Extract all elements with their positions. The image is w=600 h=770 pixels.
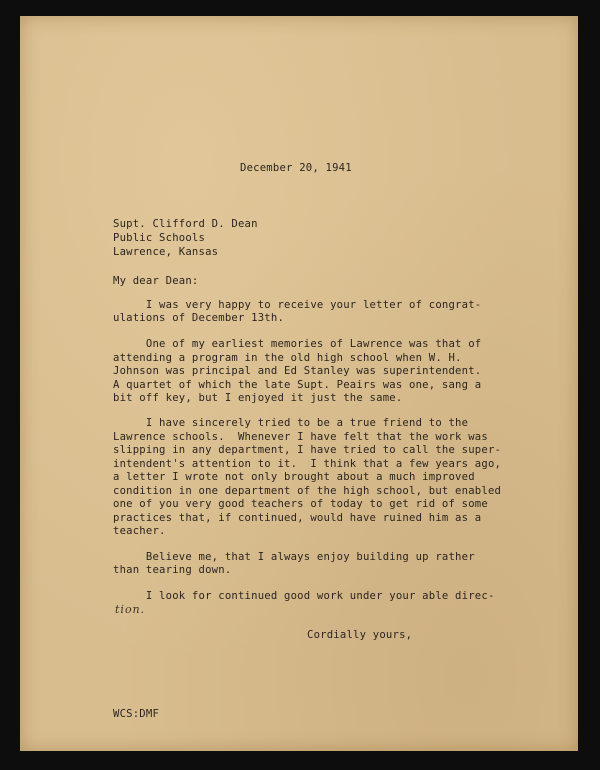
paragraph-line: practices that, if continued, would have ruined him as a (113, 512, 482, 524)
letter-date: December 20, 1941 (240, 162, 352, 174)
paragraph-line: A quartet of which the late Supt. Peairs was one, sang a (113, 379, 482, 391)
paragraph-line: intendent's attention to it. I think that a few years ago, (113, 458, 502, 470)
paragraph-line: slipping in any department, I have tried to call the super- (113, 444, 502, 456)
paragraph-line: I look for continued good work under your able direc- (113, 590, 495, 602)
closing: Cordially yours, (307, 629, 413, 641)
handwritten-continuation: tion. (115, 603, 146, 616)
letter-page (20, 16, 578, 751)
paragraph-line: One of my earliest memories of Lawrence was that of (113, 338, 482, 350)
paragraph-line: than tearing down. (113, 564, 232, 576)
paragraph-line: ulations of December 13th. (113, 312, 285, 324)
typist-initials: WCS:DMF (113, 708, 160, 720)
recipient-organization: Public Schools (113, 232, 206, 244)
recipient-name: Supt. Clifford D. Dean (113, 218, 258, 230)
paragraph-line: Lawrence schools. Whenever I have felt that the work was (113, 431, 488, 443)
paragraph-line: Johnson was principal and Ed Stanley was superintendent. (113, 365, 482, 377)
paragraph-line: bit off key, but I enjoyed it just the same. (113, 392, 403, 404)
paragraph-line: I have sincerely tried to be a true friend to the (113, 417, 469, 429)
salutation: My dear Dean: (113, 275, 199, 287)
paragraph-line: teacher. (113, 525, 166, 537)
paragraph-line: Believe me, that I always enjoy building up rather (113, 551, 475, 563)
paragraph-line: I was very happy to receive your letter of congrat- (113, 299, 482, 311)
paragraph-line: one of you very good teachers of today to get rid of some (113, 498, 488, 510)
paragraph-line: condition in one department of the high school, but enabled (113, 485, 502, 497)
paragraph-line: attending a program in the old high school when W. H. (113, 352, 462, 364)
recipient-city: Lawrence, Kansas (113, 246, 219, 258)
paragraph-line: a letter I wrote not only brought about a much improved (113, 471, 475, 483)
